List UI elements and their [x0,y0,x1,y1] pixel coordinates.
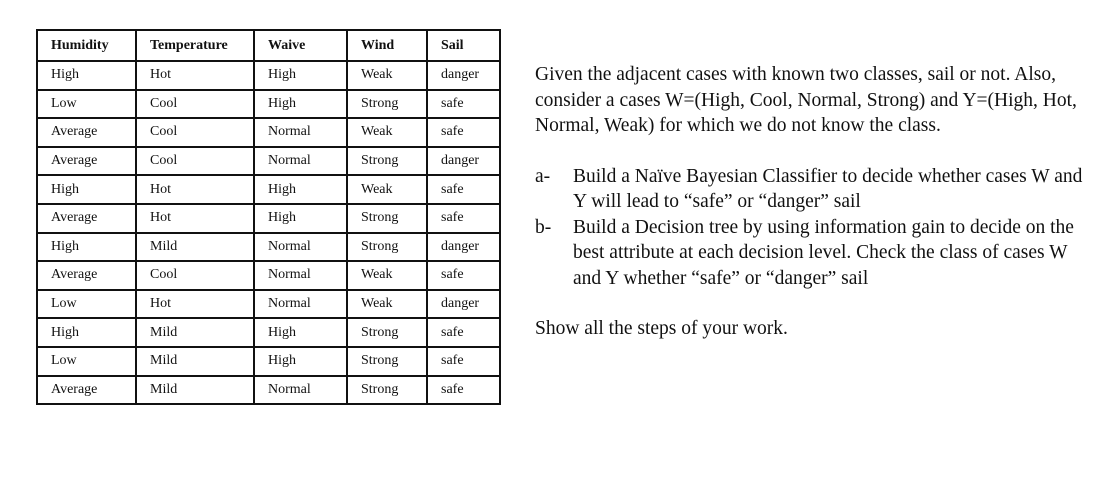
cell-waive: High [254,318,347,347]
cell-humidity: Average [37,261,136,290]
cell-waive: High [254,204,347,233]
cell-sail: safe [427,347,500,376]
cell-humidity: Low [37,90,136,119]
cell-wind: Strong [347,318,427,347]
cell-waive: Normal [254,233,347,262]
cell-sail: danger [427,233,500,262]
cell-waive: High [254,175,347,204]
cell-wind: Strong [347,147,427,176]
table-row [37,90,500,119]
cell-sail: safe [427,318,500,347]
cell-sail: safe [427,204,500,233]
cell-waive: High [254,90,347,119]
cell-temperature: Hot [136,290,254,319]
table-row [37,233,500,262]
table-header-row [37,30,500,61]
table-row [37,118,500,147]
cell-sail: danger [427,61,500,90]
cell-temperature: Hot [136,204,254,233]
cell-waive: High [254,61,347,90]
table-row [37,318,500,347]
table-row [37,261,500,290]
cell-temperature: Cool [136,261,254,290]
cell-sail: safe [427,118,500,147]
table-row [37,61,500,90]
cell-temperature: Mild [136,376,254,405]
cell-humidity: High [37,318,136,347]
cases-table-container [36,29,501,405]
cell-sail: danger [427,290,500,319]
table-body [37,61,500,404]
cell-humidity: High [37,61,136,90]
column-header-waive: Waive [254,30,347,61]
problem-intro: Given the adjacent cases with known two classes, sail or not. Also, consider a cases W=(High, Cool, Normal, Strong) and Y=(High, Hot, Normal, Weak) for which we do not know the class. [535,64,1077,136]
problem-closing: Show all the steps of your work. [535,318,788,339]
cell-wind: Weak [347,175,427,204]
table-row [37,376,500,405]
cell-wind: Strong [347,376,427,405]
cell-waive: Normal [254,147,347,176]
cell-wind: Weak [347,290,427,319]
cell-waive: Normal [254,290,347,319]
cell-waive: High [254,347,347,376]
table-row [37,347,500,376]
cell-temperature: Mild [136,233,254,262]
task-marker: b- [535,216,552,238]
column-header-sail: Sail [427,30,500,61]
task-text: Build a Naïve Bayesian Classifier to decide whether cases W and Y will lead to “safe” or “danger” sail [573,165,1083,212]
cell-waive: Normal [254,376,347,405]
cell-wind: Weak [347,261,427,290]
cases-table [36,29,501,405]
cell-temperature: Cool [136,90,254,119]
table-row [37,147,500,176]
cell-humidity: High [37,175,136,204]
table-row [37,175,500,204]
task-marker: a- [535,165,551,187]
problem-statement [535,62,1097,361]
cell-sail: safe [427,175,500,204]
cell-temperature: Mild [136,347,254,376]
cell-wind: Weak [347,118,427,147]
task-list [535,164,1097,292]
cell-sail: danger [427,147,500,176]
task-item-b [535,215,1097,292]
cell-humidity: Average [37,118,136,147]
cell-wind: Strong [347,347,427,376]
cell-temperature: Hot [136,61,254,90]
cell-temperature: Cool [136,118,254,147]
column-header-temperature: Temperature [136,30,254,61]
cell-humidity: Average [37,147,136,176]
table-row [37,290,500,319]
cell-humidity: Low [37,347,136,376]
table-row [37,204,500,233]
cell-waive: Normal [254,118,347,147]
cell-humidity: Low [37,290,136,319]
cell-humidity: Average [37,204,136,233]
cell-sail: safe [427,90,500,119]
cell-wind: Strong [347,233,427,262]
task-item-a [535,164,1097,215]
cell-wind: Strong [347,90,427,119]
cell-waive: Normal [254,261,347,290]
task-text: Build a Decision tree by using information gain to decide on the best attribute at each decision level. Check the class of cases W and Y whether “safe” or “danger” sail [573,216,1074,289]
cell-wind: Strong [347,204,427,233]
cell-sail: safe [427,261,500,290]
cell-humidity: Average [37,376,136,405]
column-header-wind: Wind [347,30,427,61]
cell-temperature: Mild [136,318,254,347]
cell-sail: safe [427,376,500,405]
cell-humidity: High [37,233,136,262]
cell-wind: Weak [347,61,427,90]
cell-temperature: Cool [136,147,254,176]
column-header-humidity: Humidity [37,30,136,61]
cell-temperature: Hot [136,175,254,204]
